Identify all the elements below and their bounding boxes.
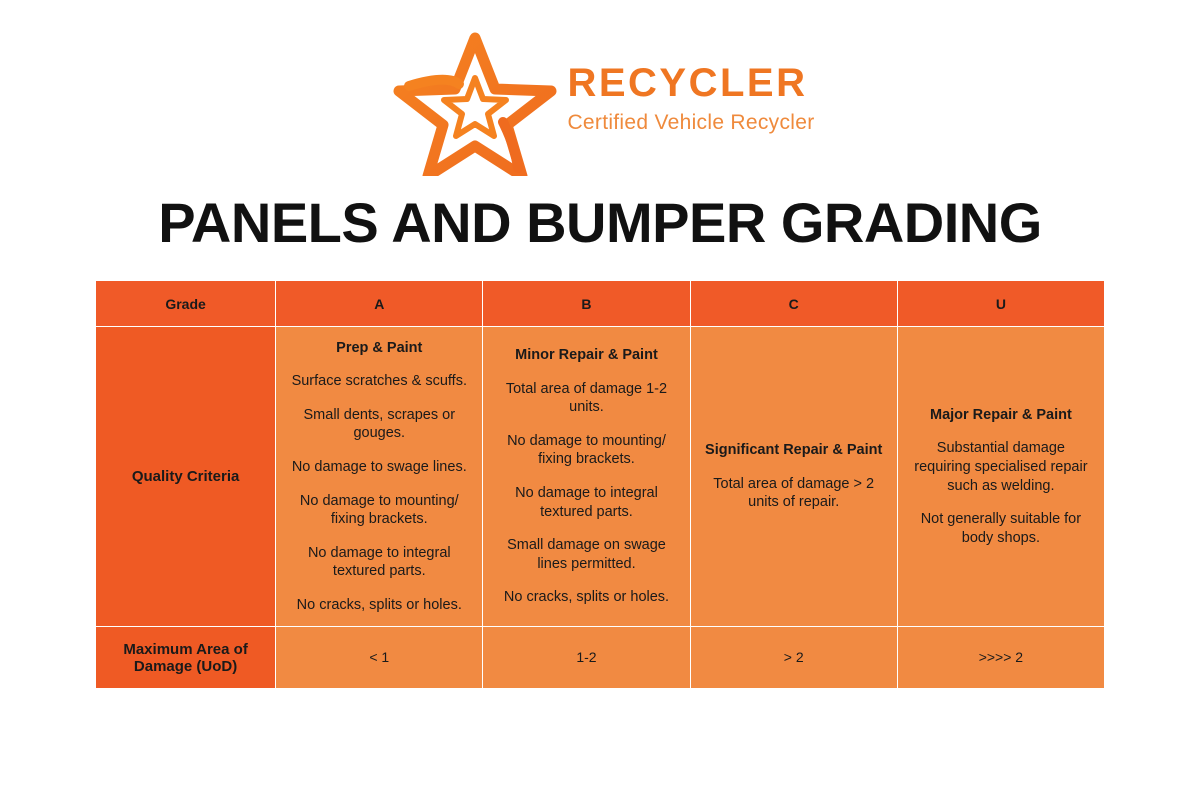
cell-line: No damage to mounting/ fixing brackets. [507, 432, 666, 468]
table-header-u: U [897, 281, 1104, 327]
cell-line: Total area of damage > 2 units of repair. [713, 475, 875, 511]
cell-max-a [276, 627, 483, 689]
cell-max-u [897, 627, 1104, 689]
cell-quality-a [276, 327, 483, 627]
cell-line: 1-2 [576, 648, 597, 665]
logo-subtitle: Certified Vehicle Recycler [567, 111, 815, 134]
logo-wordmark [567, 63, 814, 139]
cell-line: Total area of damage 1-2 units. [505, 380, 668, 416]
cell-max-c [690, 627, 897, 689]
table-row [96, 327, 1105, 627]
cell-quality-u [897, 327, 1104, 627]
cell-line: >>>> 2 [978, 648, 1024, 665]
cell-quality-b [483, 327, 690, 627]
table-header-a: A [276, 281, 483, 327]
brand-logo [0, 26, 1200, 176]
table-row [96, 627, 1105, 689]
cell-line: < 1 [369, 648, 390, 665]
cell-max-b [483, 627, 690, 689]
cell-line: > 2 [783, 648, 804, 665]
recycler-star-logo-icon [385, 26, 565, 176]
cell-quality-c [690, 327, 897, 627]
cell-line: Major Repair & Paint [929, 406, 1072, 423]
cell-line: Significant Repair & Paint [705, 442, 883, 459]
grading-table [95, 280, 1105, 689]
cell-line: No damage to mounting/ fixing brackets. [299, 492, 459, 528]
table-header-row [96, 281, 1105, 327]
cell-line: Surface scratches & scuffs. [291, 373, 467, 390]
cell-line: Small damage on swage lines permitted. [507, 537, 666, 572]
cell-line: No cracks, splits or holes. [296, 596, 462, 613]
logo-inner [385, 26, 814, 176]
cell-line: Small dents, scrapes or gouges. [303, 406, 456, 442]
cell-line: No damage to swage lines. [291, 458, 467, 475]
cell-line: Not generally suitable for body shops. [920, 511, 1082, 546]
row-label-quality-criteria: Quality Criteria [96, 327, 276, 627]
logo-title: RECYCLER [567, 61, 808, 105]
page-title: PANELS AND BUMPER GRADING [158, 191, 1042, 254]
cell-line: Minor Repair & Paint [515, 347, 658, 364]
cell-line: No damage to integral textured parts. [515, 485, 658, 520]
cell-line: No damage to integral textured parts. [307, 544, 451, 580]
table-header-grade: Grade [96, 281, 276, 327]
table-header-c: C [690, 281, 897, 327]
cell-line: Prep & Paint [336, 339, 423, 356]
row-label-max-damage: Maximum Area of Damage (UoD) [96, 627, 276, 689]
cell-line: Substantial damage requiring specialised repair such as welding. [914, 440, 1088, 494]
cell-line: No cracks, splits or holes. [503, 589, 670, 606]
table-header-b: B [483, 281, 690, 327]
